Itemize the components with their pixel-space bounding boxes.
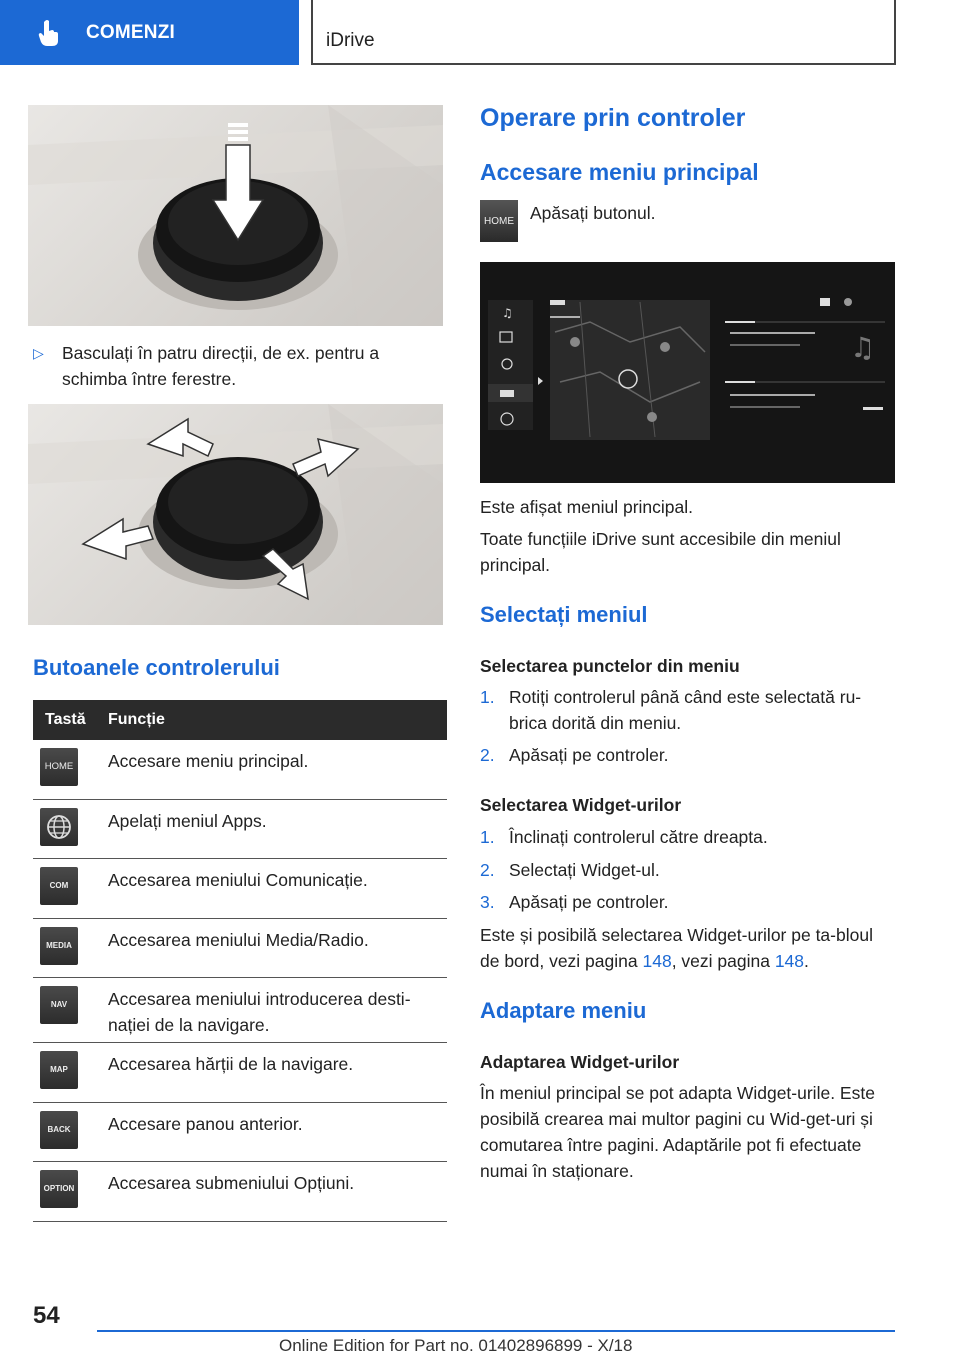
list-item: 1. Rotiți controlerul până când este selectată ru-brica dorită din meniu.: [480, 687, 862, 733]
buttons-table: [33, 700, 447, 1222]
shown-text: Este afișat meniul principal.: [480, 497, 694, 517]
table-row: HOME Accesare meniu principal.: [33, 740, 447, 800]
com-key-icon: COM: [40, 867, 78, 905]
table-row: MEDIA Accesarea meniului Media/Radio.: [33, 919, 447, 978]
svg-text:♫: ♫: [502, 306, 513, 320]
page-link[interactable]: 148: [774, 951, 805, 971]
adapt-text: În meniul principal se pot adapta Widget-urile. Este posibilă crearea mai multor pagini cu Wid-get-uri și comutarea între pagini. Adaptările pot fi efectuate numai în staționare.: [480, 1083, 875, 1181]
chapter-label: iDrive: [326, 30, 375, 51]
map-key-icon: MAP: [40, 1051, 78, 1089]
controller-buttons-title: Butoanele controlerului: [33, 655, 280, 680]
main-title: Operare prin controler: [480, 104, 746, 132]
table-row: NAV Accesarea meniului introducerea desti-nației de la navigare.: [33, 978, 447, 1043]
table-row: MAP Accesarea hărții de la navigare.: [33, 1043, 447, 1103]
footer-divider: [97, 1330, 895, 1332]
chapter-tab: [311, 0, 896, 65]
touchpad-text: Este și posibilă selectarea Widget-urilor pe ta-bloul de bord, vezi pagina 148, vezi pagina 148.: [480, 925, 873, 971]
all-functions-text: Toate funcțiile iDrive sunt accesibile din meniul principal.: [480, 529, 841, 575]
adapt-widgets-title: Adaptarea Widget-urilor: [480, 1052, 680, 1072]
column-header-key: Tastă: [45, 711, 86, 728]
page-link[interactable]: 148: [642, 951, 672, 971]
select-widgets-title: Selectarea Widget-urilor: [480, 795, 682, 815]
table-row: COM Accesarea meniului Comunicație.: [33, 859, 447, 919]
column-header-function: Funcție: [108, 711, 165, 728]
page-number: 54: [33, 1302, 60, 1329]
adapt-menu-title: Adaptare meniu: [480, 998, 647, 1023]
table-header: [33, 700, 447, 740]
triangle-bullet-icon: ▷: [33, 345, 44, 361]
table-row: OPTION Accesarea submeniului Opțiuni.: [33, 1162, 447, 1222]
home-key-icon: HOME: [40, 748, 78, 786]
back-key-icon: BACK: [40, 1111, 78, 1149]
globe-icon: [40, 808, 78, 846]
nav-key-icon: NAV: [40, 986, 78, 1024]
main-menu-screenshot: [480, 262, 895, 483]
controller-push-image: [28, 105, 443, 326]
list-item: 2. Apăsați pe controler.: [480, 745, 669, 765]
home-button-icon: HOME: [480, 200, 518, 242]
select-points-title: Selectarea punctelor din meniu: [480, 656, 740, 676]
tilt-caption: ▷ Basculați în patru direcții, de ex. pentru a schimba între ferestre.: [33, 340, 443, 392]
edition-footer: Online Edition for Part no. 01402896899 - X/18: [279, 1336, 633, 1355]
table-row: Apelați meniul Apps.: [33, 800, 447, 859]
list-item: 2. Selectați Widget-ul.: [480, 860, 660, 880]
section-tab: [0, 0, 299, 65]
press-button-text: Apăsați butonul.: [530, 203, 656, 223]
svg-text:♫: ♫: [850, 331, 876, 364]
list-item: 1. Înclinați controlerul către dreapta.: [480, 827, 768, 847]
table-row: BACK Accesare panou anterior.: [33, 1103, 447, 1162]
list-item: 3. Apăsați pe controler.: [480, 892, 669, 912]
media-key-icon: MEDIA: [40, 927, 78, 965]
select-menu-title: Selectați meniul: [480, 602, 648, 627]
controller-tilt-image: [28, 404, 443, 625]
section-label: COMENZI: [86, 21, 176, 43]
option-key-icon: OPTION: [40, 1170, 78, 1208]
hand-pointer-icon: [36, 18, 62, 48]
main-menu-title: Accesare meniu principal: [480, 159, 759, 185]
